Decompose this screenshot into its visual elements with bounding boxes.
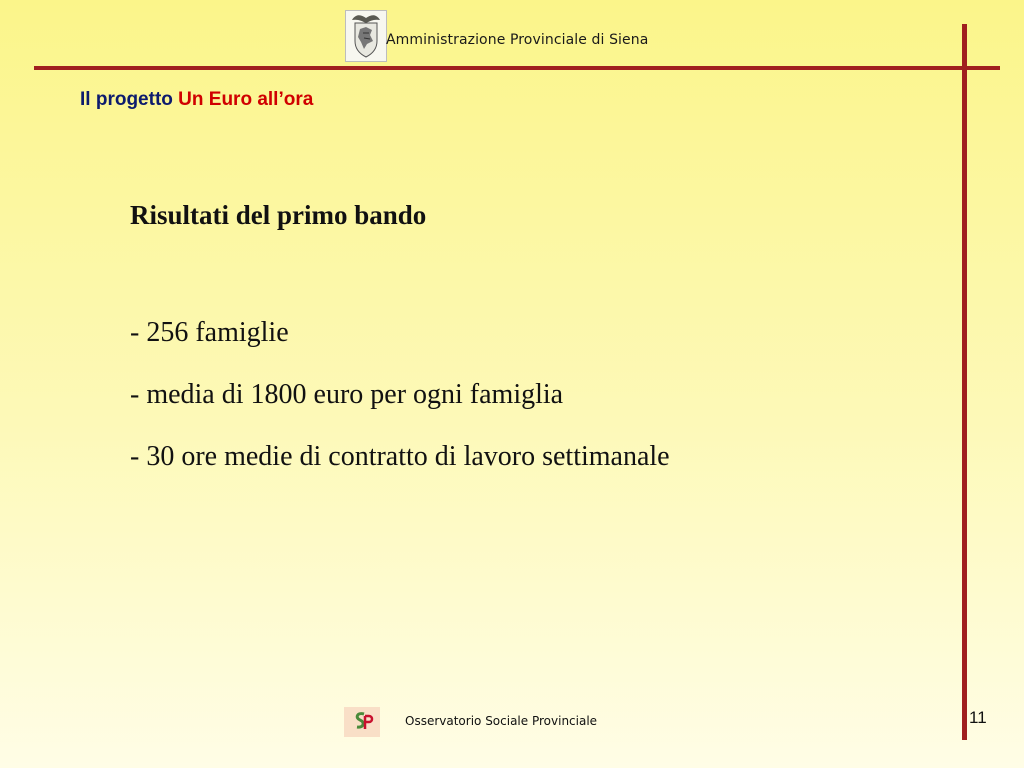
osp-logo-icon xyxy=(344,707,380,737)
section-heading: Risultati del primo bando xyxy=(130,200,427,230)
page-number: 11 xyxy=(969,708,987,727)
bullet-item: - 30 ore medie di contratto di lavoro settimanale xyxy=(130,441,670,472)
bullet-list xyxy=(130,317,670,503)
slide-title xyxy=(80,89,313,111)
slide-title-highlight: Un Euro all’ora xyxy=(178,89,314,110)
footer-text: Osservatorio Sociale Provinciale xyxy=(405,714,598,728)
bullet-item: - media di 1800 euro per ogni famiglia xyxy=(130,379,564,410)
header-divider-line xyxy=(34,66,1000,70)
slide-title-prefix: Il progetto xyxy=(80,89,173,110)
right-vertical-line xyxy=(962,24,967,740)
header-title: Amministrazione Provinciale di Siena xyxy=(386,32,649,48)
slide-content xyxy=(130,200,670,503)
coat-of-arms-icon xyxy=(345,10,387,62)
bullet-item: - 256 famiglie xyxy=(130,317,289,348)
